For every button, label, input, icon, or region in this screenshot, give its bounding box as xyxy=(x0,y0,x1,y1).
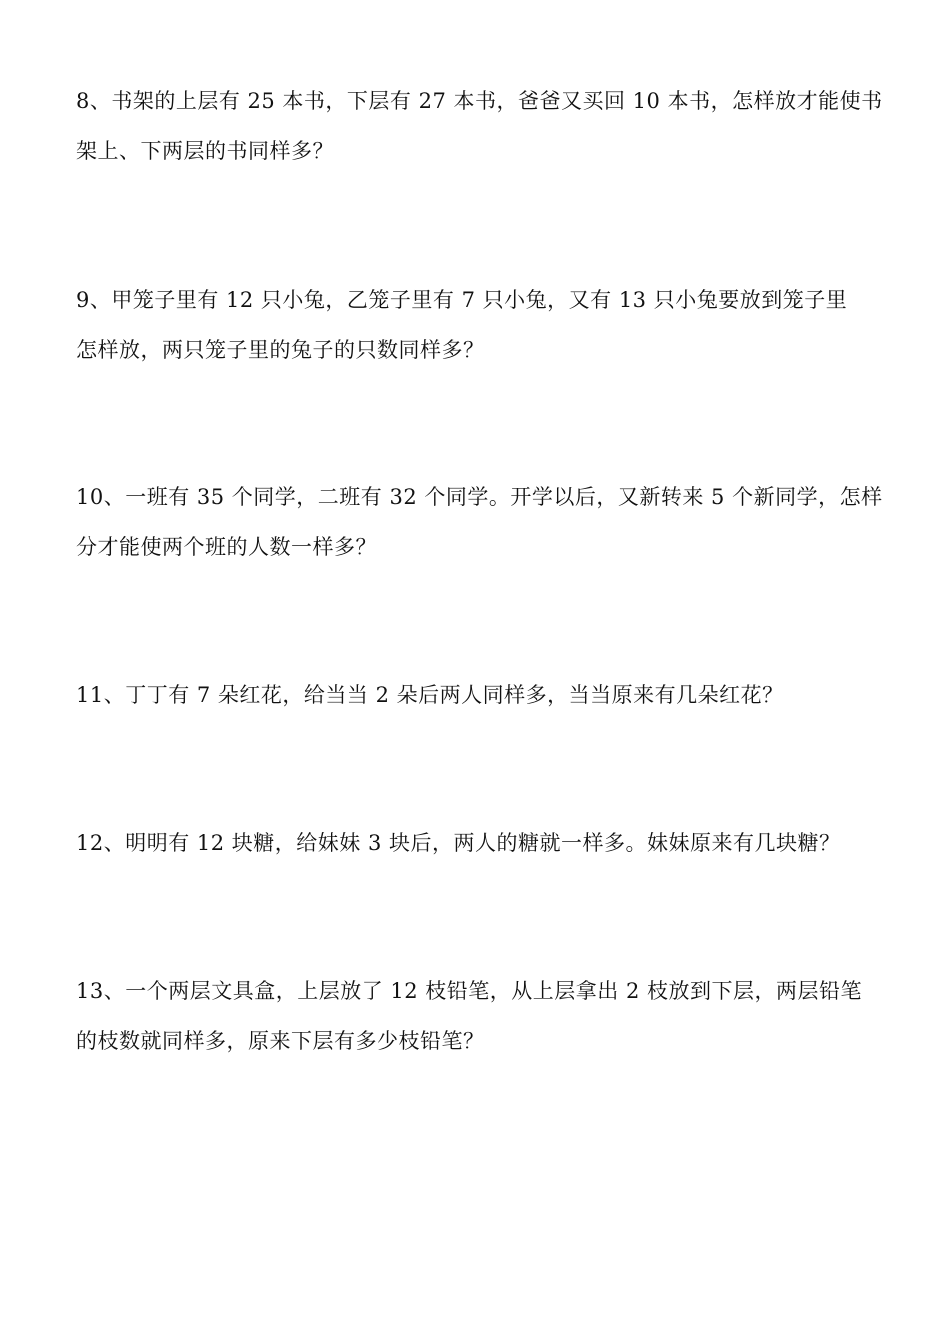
question-10-line-1: 10、一班有 35 个同学，二班有 32 个同学。开学以后，又新转来 5 个新同学，怎样 xyxy=(76,485,883,509)
question-10-line-2: 分才能使两个班的人数一样多？ xyxy=(76,535,377,559)
question-9-line-1: 9、甲笼子里有 12 只小兔，乙笼子里有 7 只小兔，又有 13 只小兔要放到笼子里 xyxy=(76,288,848,312)
question-11-line-1: 11、丁丁有 7 朵红花，给当当 2 朵后两人同样多，当当原来有几朵红花？ xyxy=(76,683,784,707)
question-9-line-2: 怎样放，两只笼子里的兔子的只数同样多？ xyxy=(76,338,485,362)
question-13-line-2: 的枝数就同样多，原来下层有多少枝铅笔？ xyxy=(76,1029,485,1053)
question-13-line-1: 13、一个两层文具盒，上层放了 12 枝铅笔，从上层拿出 2 枝放到下层，两层铅笔 xyxy=(76,979,863,1003)
question-12-line-1: 12、明明有 12 块糖，给妹妹 3 块后，两人的糖就一样多。妹妹原来有几块糖？ xyxy=(76,831,841,855)
question-8-line-2: 架上、下两层的书同样多？ xyxy=(76,139,334,163)
question-8-line-1: 8、书架的上层有 25 本书，下层有 27 本书，爸爸又买回 10 本书，怎样放才能使书 xyxy=(76,89,883,113)
